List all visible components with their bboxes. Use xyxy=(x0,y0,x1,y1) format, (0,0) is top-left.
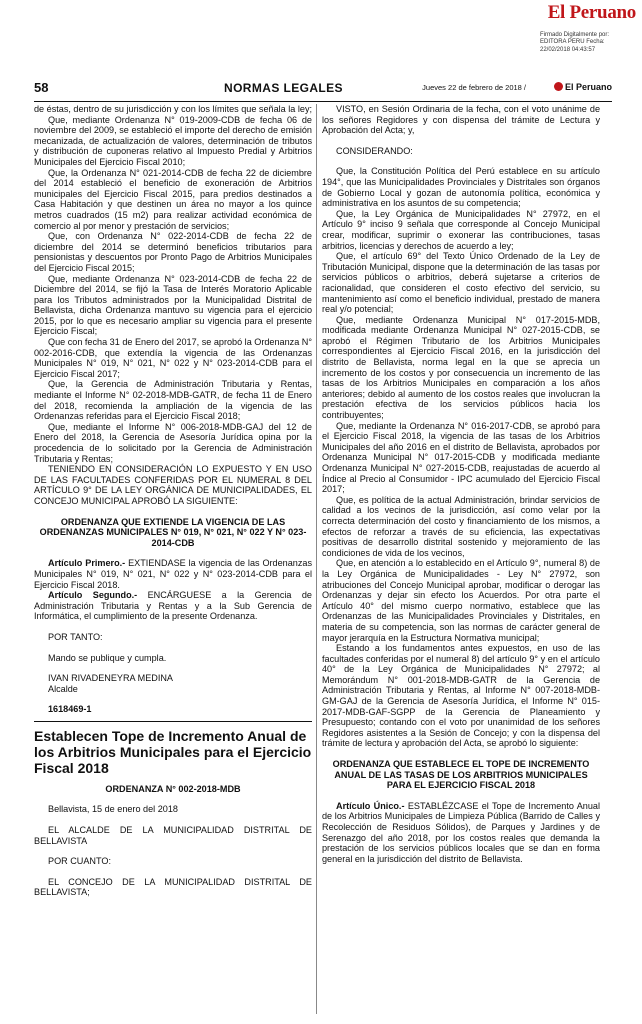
article-text: EXTIENDASE la vigencia de las Ordenanzas Municipales N° 019, N° 021, N° 022 y N° 023-2014-CDB para el Ejercicio Fiscal 2018. xyxy=(34,558,312,590)
paragraph: Que, en atención a lo establecido en el Artículo 9°, numeral 8) de la Ley Orgánica de Municipalidades - Ley N° 27972, son atribuciones del Concejo Municipal aprobar, modificar o derogar las Ordenanzas y dejar sin efecto los Acuerdos. Por otra parte el Artículo 40° del mismo cuerpo normativo, establece que las Ordenanzas de las Municipalidades Provinciales y Distritales, en materia de su competencia, son las normas de carácter general de mayor jerarquía en la Estructura Normativa municipal; xyxy=(322,558,600,643)
por-cuanto: POR CUANTO: xyxy=(48,856,111,867)
paragraph: Que, mediante Ordenanza Municipal N° 017-2015-MDB, modificada mediante Ordenanza Municipal N° 027-2015-CDB, se aprobó el Régimen Tributario de los Arbitrios Municipales correspondientes al Ejercicio Fiscal 2016, en la jurisdicción del distrito de Bellavista, norma legal en la que se aprecia un incremento de los costos y por consecuencia un incremento de las tasas de los Arbitrios Municipales en comparación a los años anteriores; debido al aumento de los costos reales que involucran la prestación efectiva de los servicios públicos hacia los contribuyentes; xyxy=(322,314,600,421)
ordinance-title: ORDENANZA QUE EXTIENDE LA VIGENCIA DE LAS ORDENANZAS MUNICIPALES N° 019, N° 021, N° 022 Y N° 023-2014-CDB xyxy=(39,516,307,548)
article-label: Artículo Segundo.- xyxy=(48,590,138,601)
article-headline: Establecen Tope de Incremento Anual de los Arbitrios Municipales para el Ejercicio Fiscal 2018 xyxy=(34,727,312,776)
resolution-text: TENIENDO EN CONSIDERACIÓN LO EXPUESTO Y EN USO DE LAS FACULTADES CONFERIDAS POR EL NUMERAL 8 DEL ARTÍCULO 9° DE LA LEY ORGÁNICA DE MUNICIPALIDADES, EL CONCEJO MUNICIPAL APROBÓ LA SIGUIENTE: xyxy=(34,464,312,506)
publication-date: Jueves 22 de febrero de 2018 / xyxy=(422,83,526,92)
paragraph: Que, la Constitución Política del Perú establece en su artículo 194°, que las Municipalidades Provinciales y Distritales son órganos de Gobierno Local y gozan de autonomía política, económica y administrativa en los asuntos de su competencia; xyxy=(322,166,600,209)
paragraph: Que, es política de la actual Administración, brindar servicios de calidad a los vecinos de la jurisdicción, así como velar por la correcta determinación del costo y financiamiento de los mismos, a efectos de reforzar a través de su eficiencia, las expectativas positivas de desarrollo distrital sostenido y mejoramiento de las condiciones de vida de los vecinos, xyxy=(322,494,600,558)
article-primero xyxy=(34,558,312,590)
header-brand-text: El Peruano xyxy=(564,82,612,92)
article-label: Artículo Primero.- xyxy=(48,558,126,569)
article-text: ESTABLÉZCASE el Tope de Incremento Anual de los Arbitrios Municipales de Limpieza Pública (Barrido de Calles y Recolección de Residuos Sólidos), de Parques y Jardines y de Serenazgo del año 2018, por los costos reales que demanda la prestación de los servicios públicos locales que se dan en forma general en la jurisdicción del distrito de Bellavista. xyxy=(322,800,600,864)
ordinance-number: ORDENANZA N° 002-2018-MDB xyxy=(105,783,241,794)
paragraph: Que, la Ordenanza N° 021-2014-CDB de fecha 22 de diciembre del 2014 estableció el beneficio de exoneración de Arbitrios municipales del Ejercicio Fiscal 2015, para predios destinados a Casa Habitación y que destinen un área no mayor a los quince metros cuadrados (15 m2) para realizar actividad económica de comercio al por menor y prestación de servicios; xyxy=(34,167,312,231)
paragraph: Que, la Ley Orgánica de Municipalidades N° 27972, en el Artículo 9° inciso 9 señala que corresponde al Concejo Municipal crear, modificar, suprimir o exonerar las contribuciones, tasas arbitrios, licencias y derechos de acuerdo a ley; xyxy=(322,208,600,251)
el-peruano-logo: El Peruano xyxy=(547,2,636,23)
concejo-line: EL CONCEJO DE LA MUNICIPALIDAD DISTRITAL DE BELLAVISTA; xyxy=(34,876,312,898)
section-separator xyxy=(34,721,312,722)
top-bar xyxy=(0,0,642,72)
article-unico xyxy=(322,801,600,865)
paragraph: Que, con Ordenanza N° 022-2014-CDB de fecha 22 de diciembre del 2014 se determinó beneficios tributarios para pensionistas y descuentos por Pronto Pago de Arbitrios Municipales del Ejercicio Fiscal 2015; xyxy=(34,231,312,273)
article-label: Artículo Único.- xyxy=(336,800,405,811)
paragraph: Que, mediante el Informe N° 006-2018-MDB-GAJ del 12 de Enero del 2018, la Gerencia de Asesoría Jurídica opina por la procedencia de lo solicitado por la Gerencia de Administración Tributaria y Rentas; xyxy=(34,421,312,464)
right-column xyxy=(322,104,600,864)
paragraph: Que, el artículo 69° del Texto Único Ordenado de la Ley de Tributación Municipal, dispone que la determinación de las tasas por servicios públicos o arbitrios, deberá sujetarse a criterios de racionalidad, que consideren el costo efectivo del servicio, su mantenimiento así como el beneficio individual, prestado de manera real y/o potencial; xyxy=(322,251,600,315)
paragraph: Que, mediante Ordenanza N° 019-2009-CDB de fecha 06 de noviembre del 2009, se estableció el importe del derecho de emisión mecanizada, de actualización de valores, determinación de tributos y distribución de cuponeras relativo al Impuesto Predial y Arbitrios Municipales del Ejercicio Fiscal 2010; xyxy=(34,114,312,167)
place-date: Bellavista, 15 de enero del 2018 xyxy=(48,804,178,815)
paragraph: Que, mediante Ordenanza N° 023-2014-CDB de fecha 22 de Diciembre del 2014, se fijó la Tasa de Interés Moratorio Aplicable para los Tributos administrados por la Municipalidad Distrital de Bellavista, dicha Ordenanza mantuvo su vigencia para el ejercicio 2015, por lo que es necesario ampliar su vigencia para el presente Ejercicio Fiscal; xyxy=(34,273,312,337)
paragraph: Que con fecha 31 de Enero del 2017, se aprobó la Ordenanza N° 002-2016-CDB, que extendía la vigencia de las Ordenanzas Municipales N° 019, N° 021, N° 022 y N° 023-2014-CDB para el Ejercicio Fiscal 2017; xyxy=(34,337,312,379)
page-number: 58 xyxy=(34,80,49,95)
alcalde-line: EL ALCALDE DE LA MUNICIPALIDAD DISTRITAL DE BELLAVISTA xyxy=(34,825,312,846)
paragraph: Estando a los fundamentos antes expuestos, en uso de las facultades conferidas por el numeral 8) del artículo 9° y en el artículo 40° de la Ley Orgánica de Municipalidades N° 27972; al Memorándum N° 001-2018-MDB-GATR de la Gerencia de Administración Tributaria y Rentas, al Informe N° 007-2018-MDB-GM-GAJ de la Gerencia de Asesoría Jurídica, el Informe N° 015-2017-MDB-GAF-SGPP de la Gerencia de Planeamiento y Presupuesto; contando con el voto por unanimidad de los señores Regidores asistentes a la Sesión de Concejo; y con la dispensa del trámite de lectura y aprobación del Acta, se aprobó lo siguiente: xyxy=(322,643,600,749)
page-header xyxy=(34,80,612,102)
paragraph: VISTO, en Sesión Ordinaria de la fecha, con el voto unánime de los señores Regidores y con dispensa del trámite de Lectura y Aprobación del Acta; y, xyxy=(322,104,600,136)
publication-code: 1618469-1 xyxy=(48,704,92,715)
header-brand xyxy=(554,82,612,92)
ordinance-title: ORDENANZA QUE ESTABLECE EL TOPE DE INCREMENTO ANUAL DE LAS TASAS DE LOS ARBITRIOS MUNICIPALES PARA EL EJERCICIO FISCAL 2018 xyxy=(332,759,590,791)
column-divider xyxy=(316,104,317,1014)
paragraph: Que, mediante la Ordenanza N° 016-2017-CDB, se aprobó para el Ejercicio Fiscal 2018, la vigencia de las tasas de los Arbitrios Municipales del año 2016 en el distrito de Bellavista, aprobados por Ordenanza Municipal N° 017-2015-CDB y modificada mediante Ordenanza Municipal N° 027-2015-CDB, reajustadas de acuerdo al Índice al Precio al Consumidor - IPC acumulado del Ejercicio Fiscal 2017; xyxy=(322,420,600,495)
signer-name: IVAN RIVADENEYRA MEDINA xyxy=(48,673,173,684)
brand-dot-icon xyxy=(554,82,563,91)
considerando-heading: CONSIDERANDO: xyxy=(336,145,413,156)
article-text: ENCÁRGUESE a la Gerencia de Administración Tributaria y Rentas y a la Sub Gerencia de Informática, el cumplimiento de la presente Ordenanza. xyxy=(34,590,312,622)
paragraph: de éstas, dentro de su jurisdicción y con los límites que señala la ley; xyxy=(34,104,313,114)
section-title: NORMAS LEGALES xyxy=(224,81,343,95)
left-column xyxy=(34,104,312,898)
article-segundo xyxy=(34,590,312,622)
signer-title: Alcalde xyxy=(48,683,78,694)
paragraph: Que, la Gerencia de Administración Tributaria y Rentas, mediante el Informe N° 02-2018-MDB-GATR, de fecha 11 de Enero del 2018, recomienda la ampliación de la vigencia de las Ordenanzas referidas para el Ejercicio Fiscal 2018; xyxy=(34,379,312,422)
por-tanto: POR TANTO: xyxy=(48,631,103,642)
digital-signature: Firmado Digitalmente por: EDITORA PERU Fecha: 22/02/2018 04:43:57 xyxy=(540,32,610,53)
mando-text: Mando se publique y cumpla. xyxy=(48,652,167,663)
